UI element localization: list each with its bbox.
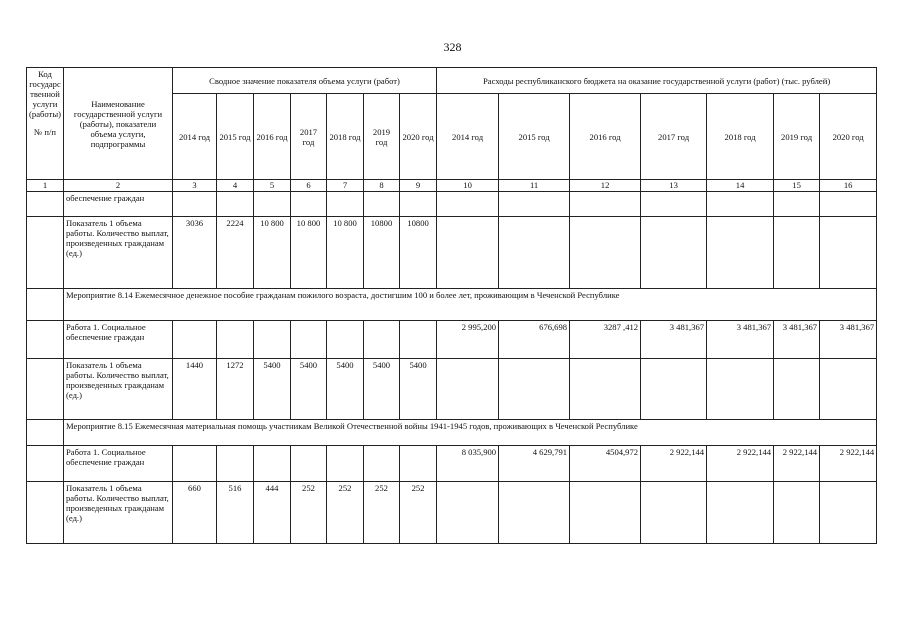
table-row bbox=[27, 482, 877, 544]
expense-value bbox=[437, 217, 499, 289]
expense-year-header: 2014 год bbox=[437, 94, 499, 180]
expense-value: 2 922,144 bbox=[641, 446, 707, 482]
volume-value bbox=[327, 446, 364, 482]
volume-value bbox=[291, 192, 327, 217]
volume-value bbox=[291, 446, 327, 482]
volume-value bbox=[364, 446, 400, 482]
expense-value: 3 481,367 bbox=[641, 321, 707, 359]
expense-value bbox=[820, 217, 877, 289]
expense-value bbox=[570, 217, 641, 289]
volume-year-header: 2015 год bbox=[217, 94, 254, 180]
table-row bbox=[27, 192, 877, 217]
expense-value bbox=[774, 482, 820, 544]
volume-year-header: 2020 год bbox=[400, 94, 437, 180]
expense-value bbox=[437, 482, 499, 544]
expense-value bbox=[570, 482, 641, 544]
expense-value: 3 481,367 bbox=[707, 321, 774, 359]
column-number: 10 bbox=[437, 180, 499, 192]
section-title: Мероприятие 8.15 Ежемесячная материальная помощь участникам Великой Отечественной войны 1941-1945 годов, проживающих в Чеченской Республике bbox=[64, 420, 877, 446]
expense-value: 2 922,144 bbox=[707, 446, 774, 482]
volume-value: 10 800 bbox=[254, 217, 291, 289]
table-row bbox=[27, 217, 877, 289]
expense-value: 4504,972 bbox=[570, 446, 641, 482]
code-column-subtitle: № п/п bbox=[34, 127, 56, 137]
column-number: 9 bbox=[400, 180, 437, 192]
expense-value bbox=[641, 359, 707, 420]
expense-value: 3287 ,412 bbox=[570, 321, 641, 359]
volume-year-header: 2016 год bbox=[254, 94, 291, 180]
expense-value bbox=[641, 482, 707, 544]
volume-year-header: 2014 год bbox=[173, 94, 217, 180]
expense-value: 2 922,144 bbox=[774, 446, 820, 482]
expense-value bbox=[570, 359, 641, 420]
volume-value: 444 bbox=[254, 482, 291, 544]
row-name: Показатель 1 объема работы. Количество выплат, произведенных гражданам (ед.) bbox=[64, 359, 173, 420]
volume-value: 660 bbox=[173, 482, 217, 544]
expense-value bbox=[774, 359, 820, 420]
volume-value bbox=[254, 321, 291, 359]
volume-value: 5400 bbox=[364, 359, 400, 420]
section-title: Мероприятие 8.14 Ежемесячное денежное пособие гражданам пожилого возраста, достигшим 100 и более лет, проживающим в Чеченской Республике bbox=[64, 289, 877, 321]
column-number: 16 bbox=[820, 180, 877, 192]
expense-value bbox=[641, 192, 707, 217]
expense-value bbox=[499, 482, 570, 544]
expense-value bbox=[570, 192, 641, 217]
expense-value bbox=[641, 217, 707, 289]
code-cell bbox=[27, 217, 64, 289]
table-row bbox=[27, 321, 877, 359]
volume-value bbox=[364, 321, 400, 359]
volume-value: 1272 bbox=[217, 359, 254, 420]
column-number: 12 bbox=[570, 180, 641, 192]
expense-value bbox=[437, 192, 499, 217]
expense-value bbox=[774, 192, 820, 217]
volume-value: 252 bbox=[364, 482, 400, 544]
expense-value bbox=[499, 359, 570, 420]
column-number: 4 bbox=[217, 180, 254, 192]
column-number: 5 bbox=[254, 180, 291, 192]
expense-year-header: 2018 год bbox=[707, 94, 774, 180]
expense-value bbox=[499, 217, 570, 289]
volume-value: 1440 bbox=[173, 359, 217, 420]
expense-year-header: 2017 год bbox=[641, 94, 707, 180]
row-name: обеспечение граждан bbox=[64, 192, 173, 217]
volume-value bbox=[173, 321, 217, 359]
code-cell bbox=[27, 420, 64, 446]
column-number: 3 bbox=[173, 180, 217, 192]
expense-year-header: 2016 год bbox=[570, 94, 641, 180]
code-cell bbox=[27, 321, 64, 359]
row-name: Показатель 1 объема работы. Количество выплат, произведенных гражданам (ед.) bbox=[64, 482, 173, 544]
expense-value: 2 995,200 bbox=[437, 321, 499, 359]
volume-value: 10 800 bbox=[327, 217, 364, 289]
table-body bbox=[27, 180, 877, 544]
volume-group-header: Сводное значение показателя объема услуги (работ) bbox=[173, 68, 437, 94]
column-number: 11 bbox=[499, 180, 570, 192]
volume-value bbox=[217, 446, 254, 482]
column-number: 13 bbox=[641, 180, 707, 192]
expense-value bbox=[820, 482, 877, 544]
table-row bbox=[27, 359, 877, 420]
volume-year-header: 2018 год bbox=[327, 94, 364, 180]
volume-value: 5400 bbox=[254, 359, 291, 420]
column-number: 2 bbox=[64, 180, 173, 192]
expense-value: 4 629,791 bbox=[499, 446, 570, 482]
expense-value bbox=[707, 482, 774, 544]
expense-value bbox=[499, 192, 570, 217]
section-row bbox=[27, 420, 877, 446]
code-cell bbox=[27, 446, 64, 482]
volume-value bbox=[291, 321, 327, 359]
column-number: 1 bbox=[27, 180, 64, 192]
volume-value: 3036 bbox=[173, 217, 217, 289]
volume-value bbox=[364, 192, 400, 217]
volume-value: 252 bbox=[327, 482, 364, 544]
expense-value bbox=[707, 359, 774, 420]
volume-value bbox=[400, 192, 437, 217]
column-number: 14 bbox=[707, 180, 774, 192]
expense-value bbox=[707, 217, 774, 289]
volume-value bbox=[173, 192, 217, 217]
code-cell bbox=[27, 359, 64, 420]
name-column-header: Наименование государственной услуги (работы), показатели объема услуги, подпрограммы bbox=[64, 68, 173, 180]
volume-value bbox=[254, 192, 291, 217]
volume-value bbox=[327, 321, 364, 359]
expense-value: 2 922,144 bbox=[820, 446, 877, 482]
expense-year-header: 2015 год bbox=[499, 94, 570, 180]
expense-year-header: 2019 год bbox=[774, 94, 820, 180]
volume-value: 10800 bbox=[364, 217, 400, 289]
volume-value: 5400 bbox=[291, 359, 327, 420]
expense-value: 8 035,900 bbox=[437, 446, 499, 482]
expense-value: 676,698 bbox=[499, 321, 570, 359]
expense-value bbox=[820, 359, 877, 420]
column-number: 6 bbox=[291, 180, 327, 192]
expense-group-header: Расходы республиканского бюджета на оказание государственной услуги (работ) (тыс. рублей) bbox=[437, 68, 877, 94]
volume-value: 5400 bbox=[327, 359, 364, 420]
volume-value: 252 bbox=[291, 482, 327, 544]
code-column-title: Код государственной услуги (работы) bbox=[29, 69, 61, 119]
volume-value bbox=[173, 446, 217, 482]
code-column-header bbox=[27, 68, 64, 180]
expense-value bbox=[437, 359, 499, 420]
code-cell bbox=[27, 482, 64, 544]
expense-year-header: 2020 год bbox=[820, 94, 877, 180]
volume-value: 10800 bbox=[400, 217, 437, 289]
column-number: 15 bbox=[774, 180, 820, 192]
expense-value bbox=[707, 192, 774, 217]
section-row bbox=[27, 289, 877, 321]
volume-value: 5400 bbox=[400, 359, 437, 420]
expense-value: 3 481,367 bbox=[774, 321, 820, 359]
volume-value: 516 bbox=[217, 482, 254, 544]
page-number: 328 bbox=[443, 40, 462, 54]
volume-year-header: 2017 год bbox=[291, 94, 327, 180]
volume-value: 10 800 bbox=[291, 217, 327, 289]
row-name: Работа 1. Социальное обеспечение граждан bbox=[64, 446, 173, 482]
expense-value bbox=[774, 217, 820, 289]
expense-value: 3 481,367 bbox=[820, 321, 877, 359]
row-name: Работа 1. Социальное обеспечение граждан bbox=[64, 321, 173, 359]
code-cell bbox=[27, 289, 64, 321]
volume-value: 252 bbox=[400, 482, 437, 544]
volume-value bbox=[400, 446, 437, 482]
code-cell bbox=[27, 192, 64, 217]
volume-value bbox=[327, 192, 364, 217]
table-row bbox=[27, 446, 877, 482]
row-name: Показатель 1 объема работы. Количество выплат, произведенных гражданам (ед.) bbox=[64, 217, 173, 289]
budget-table bbox=[26, 67, 877, 544]
column-number: 7 bbox=[327, 180, 364, 192]
volume-year-header: 2019 год bbox=[364, 94, 400, 180]
volume-value bbox=[217, 321, 254, 359]
expense-value bbox=[820, 192, 877, 217]
volume-value bbox=[254, 446, 291, 482]
volume-value bbox=[217, 192, 254, 217]
volume-value bbox=[400, 321, 437, 359]
column-number-row bbox=[27, 180, 877, 192]
volume-value: 2224 bbox=[217, 217, 254, 289]
column-number: 8 bbox=[364, 180, 400, 192]
